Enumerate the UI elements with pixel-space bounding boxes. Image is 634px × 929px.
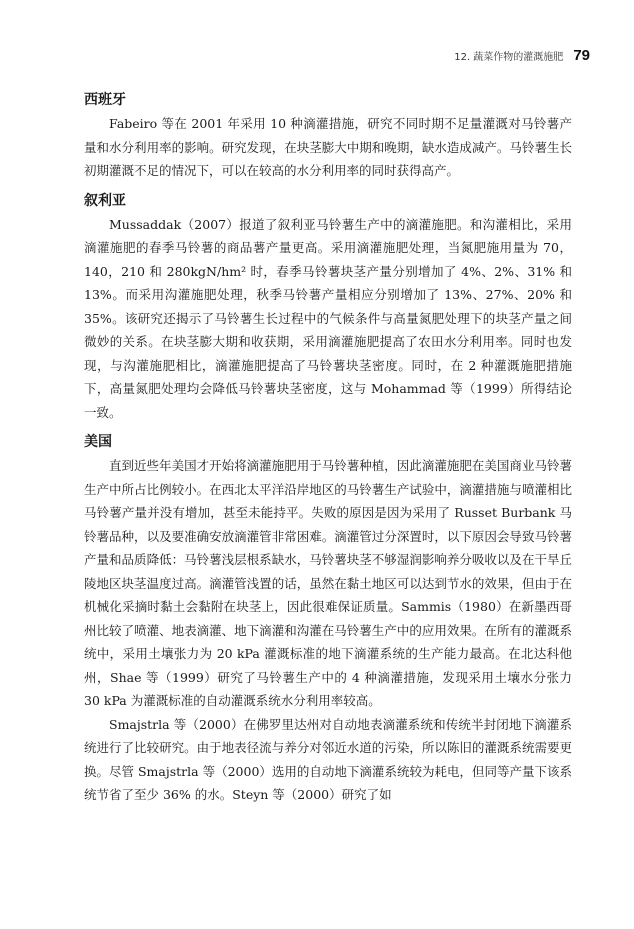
section-heading-syria: 叙利亚 [84, 192, 126, 209]
body-text [84, 88, 572, 807]
paragraph: 直到近些年美国才开始将滴灌施肥用于马铃薯种植，因此滴灌施肥在美国商业马铃薯生产中所占比例较小。在西北太平洋沿岸地区的马铃薯生产试验中，滴灌措施与喷灌相比马铃薯产量并没有增加，甚至未能持平。失败的原因是因为采用了 Russet Burbank 马铃薯品种，以及要准确安放滴灌管非常困难。滴灌管过分深置时，以下原因会导致马铃薯产量和品质降低：马铃薯浅层根系缺水，马铃薯块茎不够湿润影响养分吸收以及在干旱丘陵地区块茎温度过高。滴灌管浅置的话，虽然在黏土地区可以达到节水的效果，但由于在机械化采摘时黏土会黏附在块茎上，因此很难保证质量。Sammis（1980）在新墨西哥州比较了喷灌、地表滴灌、地下滴灌和沟灌在马铃薯生产中的应用效果。在所有的灌溉系统中，采用土壤张力为 20 kPa 灌溉标准的地下滴灌系统的生产能力最高。在北达科他州，Shae 等（1999）研究了马铃薯生产中的 4 种滴灌措施，发现采用土壤水分张力 30 kPa 为灌溉标准的自动灌溉系统水分利用率较高。 [84, 458, 572, 708]
paragraph: Smajstrla 等（2000）在佛罗里达州对自动地表滴灌系统和传统半封闭地下滴灌系统进行了比较研究。由于地表径流与养分对邻近水道的污染，所以陈旧的灌溉系统需要更换。尽管 Smajstrla 等（2000）选用的自动地下滴灌系统较为耗电，但同等产量下该系统节省了至少 36% 的水。Steyn 等（2000）研究了如 [84, 716, 572, 802]
chapter-title: 12. 蔬菜作物的灌溉施肥 [454, 52, 564, 63]
section-heading-usa: 美国 [84, 434, 112, 450]
running-header [454, 47, 590, 64]
section-heading-spain: 西班牙 [84, 92, 126, 108]
paragraph: Fabeiro 等在 2001 年采用 10 种滴灌措施，研究不同时期不足量灌溉对马铃薯产量和水分利用率的影响。研究发现，在块茎膨大中期和晚期，缺水造成减产。马铃薯生长初期灌溉不足的情况下，可以在较高的水分利用率的同时获得高产。 [84, 116, 572, 178]
paragraph: Mussaddak（2007）报道了叙利亚马铃薯生产中的滴灌施肥。和沟灌相比，采用滴灌施肥的春季马铃薯的商品薯产量更高。采用滴灌施肥处理，当氮肥施用量为 70，140，210 和 280kgN/hm² 时，春季马铃薯块茎产量分别增加了 4%、2%、31% 和 13%。而采用沟灌施肥处理，秋季马铃薯产量相应分别增加了 13%、27%、20% 和 35%。该研究还揭示了马铃薯生长过程中的气候条件与高量氮肥处理下的块茎产量之间微妙的关系。在块茎膨大期和收获期，采用滴灌施肥提高了农田水分利用率。同时也发现，与沟灌施肥相比，滴灌施肥提高了马铃薯块茎密度。同时，在 2 种灌溉施肥措施下，高量氮肥处理均会降低马铃薯块茎密度，这与 Mohammad 等（1999）所得结论一致。 [84, 216, 572, 420]
page-number: 79 [573, 47, 590, 64]
